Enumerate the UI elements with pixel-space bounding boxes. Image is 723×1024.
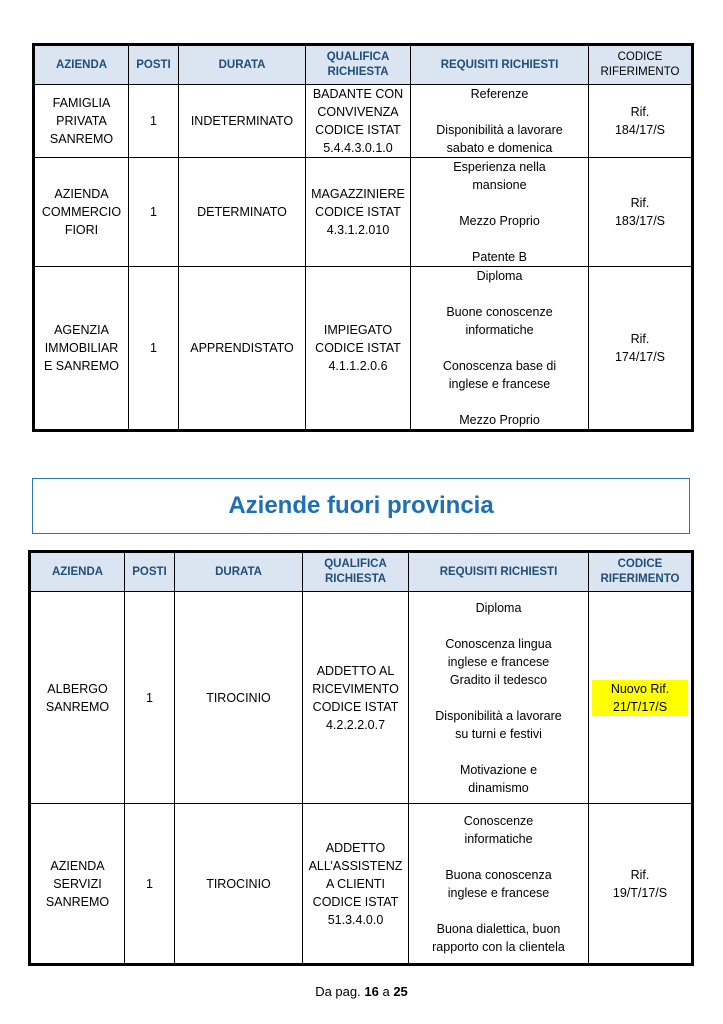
cell-line: Diploma	[476, 269, 523, 283]
cell-qualifica	[306, 85, 411, 158]
cell-line: SERVIZI	[53, 876, 102, 891]
cell-line: Conoscenza base di	[442, 359, 557, 373]
header-codice: CODICE RIFERIMENTO	[589, 552, 693, 592]
cell-codice	[589, 158, 693, 267]
footer-prefix: Da pag.	[315, 984, 361, 999]
cell-line: BADANTE CON	[312, 87, 404, 101]
highlighted-text: Nuovo Rif.	[592, 680, 688, 698]
cell-line: Conoscenze	[463, 813, 534, 828]
cell-line: ALL’ASSISTENZ	[308, 858, 403, 873]
cell-line: CODICE ISTAT	[315, 205, 401, 219]
cell-line: Mezzo Proprio	[459, 214, 540, 228]
cell-line: AZIENDA	[50, 858, 105, 873]
cell-qualifica	[306, 158, 411, 267]
cell-line	[414, 230, 585, 248]
footer-from-page: 16	[364, 984, 379, 999]
cell-line: Mezzo Proprio	[459, 413, 540, 427]
cell-azienda	[34, 85, 129, 158]
cell-line: Rif.	[630, 105, 650, 119]
header-qualifica: QUALIFICA RICHIESTA	[306, 45, 411, 85]
cell-line: Rif.	[630, 332, 650, 346]
cell-line: 1	[146, 876, 153, 891]
cell-line: 184/17/S	[614, 123, 666, 137]
cell-line: 1	[146, 690, 153, 705]
cell-line: CODICE ISTAT	[315, 123, 401, 137]
header-durata: DURATA	[179, 45, 306, 85]
cell-line: 51.3.4.0.0	[327, 912, 384, 927]
cell-line: AGENZIA	[54, 323, 109, 337]
cell-posti	[125, 592, 175, 804]
cell-line: Gradito il tedesco	[449, 672, 548, 687]
cell-azienda	[30, 804, 125, 965]
cell-line	[592, 680, 688, 698]
cell-line: 4.3.1.2.010	[326, 223, 390, 237]
cell-codice	[589, 267, 693, 431]
cell-line: inglese e francese	[448, 377, 551, 391]
header-requisiti: REQUISITI RICHIESTI	[409, 552, 589, 592]
header-requisiti: REQUISITI RICHIESTI	[411, 45, 589, 85]
cell-durata	[175, 592, 303, 804]
cell-line: FIORI	[64, 223, 99, 237]
table-row	[30, 804, 693, 965]
cell-line: IMPIEGATO	[323, 323, 393, 337]
cell-posti	[129, 85, 179, 158]
header-codice: CODICE RIFERIMENTO	[589, 45, 693, 85]
cell-azienda	[34, 158, 129, 267]
header-posti: POSTI	[125, 552, 175, 592]
cell-line: ADDETTO	[325, 840, 386, 855]
cell-line	[412, 617, 585, 635]
cell-line: CODICE ISTAT	[312, 699, 399, 714]
cell-line: RICEVIMENTO	[312, 681, 399, 696]
highlighted-text: 21/T/17/S	[592, 698, 688, 716]
cell-line: TIROCINIO	[206, 876, 271, 891]
cell-line: Patente B	[472, 250, 527, 264]
cell-codice	[589, 592, 693, 804]
cell-line: FAMIGLIA	[52, 96, 111, 110]
cell-requisiti	[411, 267, 589, 431]
cell-line: Referenze	[470, 87, 529, 101]
header-azienda: AZIENDA	[34, 45, 129, 85]
cell-line: informatiche	[465, 323, 534, 337]
cell-line: AZIENDA	[54, 187, 109, 201]
header-durata: DURATA	[175, 552, 303, 592]
job-table-local	[32, 43, 694, 432]
cell-line: mansione	[472, 178, 527, 192]
cell-line: CODICE ISTAT	[315, 341, 401, 355]
cell-durata	[175, 804, 303, 965]
table-header-row	[30, 552, 693, 592]
cell-line: ALBERGO	[47, 681, 108, 696]
cell-line	[414, 194, 585, 212]
cell-line: 1	[150, 114, 157, 128]
cell-line: informatiche	[464, 831, 533, 846]
cell-line: ADDETTO AL	[316, 663, 395, 678]
cell-line: COMMERCIO	[41, 205, 122, 219]
cell-posti	[129, 267, 179, 431]
cell-line	[414, 339, 585, 357]
cell-line: sabato e domenica	[446, 141, 553, 155]
section-title: Aziende fuori provincia	[228, 492, 494, 519]
header-azienda: AZIENDA	[30, 552, 125, 592]
cell-line: IMMOBILIAR	[44, 341, 119, 355]
cell-requisiti	[411, 85, 589, 158]
cell-line: 4.2.2.2.0.7	[325, 717, 386, 732]
cell-line: TIROCINIO	[206, 690, 271, 705]
cell-line: rapporto con la clientela	[432, 939, 565, 954]
cell-line: inglese e francese	[447, 885, 550, 900]
cell-durata	[179, 158, 306, 267]
cell-line: Disponibilità a lavorare	[436, 123, 563, 137]
cell-line: SANREMO	[45, 699, 110, 714]
cell-line: 174/17/S	[614, 350, 666, 364]
cell-qualifica	[303, 592, 409, 804]
cell-line: CODICE ISTAT	[312, 894, 399, 909]
cell-azienda	[34, 267, 129, 431]
table-row	[30, 592, 693, 804]
cell-line: Buone conoscenze	[446, 305, 553, 319]
cell-requisiti	[409, 804, 589, 965]
cell-qualifica	[303, 804, 409, 965]
cell-line: Buona conoscenza	[445, 867, 552, 882]
cell-line: SANREMO	[45, 894, 110, 909]
cell-line: APPRENDISTATO	[190, 341, 294, 355]
cell-line: Disponibilità a lavorare	[435, 708, 562, 723]
cell-line: DETERMINATO	[197, 205, 287, 219]
page-footer	[0, 984, 723, 999]
cell-line	[412, 902, 585, 920]
job-table-out-of-province	[28, 550, 694, 966]
cell-line: inglese e francese	[447, 654, 550, 669]
cell-requisiti	[409, 592, 589, 804]
cell-line: Rif.	[630, 196, 650, 210]
cell-azienda	[30, 592, 125, 804]
cell-line: CONVIVENZA	[317, 105, 399, 119]
cell-line: Esperienza nella	[453, 160, 546, 174]
cell-line	[414, 285, 585, 303]
cell-line: Buona dialettica, buon	[436, 921, 561, 936]
cell-line: MAGAZZINIERE	[311, 187, 405, 201]
table-header-row	[34, 45, 693, 85]
cell-line: A CLIENTI	[325, 876, 386, 891]
cell-line: PRIVATA	[56, 114, 107, 128]
cell-line: 5.4.4.3.0.1.0	[323, 141, 393, 155]
cell-codice	[589, 804, 693, 965]
cell-line: E SANREMO	[43, 359, 119, 373]
cell-line: dinamismo	[468, 780, 529, 795]
cell-durata	[179, 85, 306, 158]
cell-posti	[125, 804, 175, 965]
cell-codice	[589, 85, 693, 158]
cell-line: Rif.	[630, 867, 650, 882]
footer-to-page: 25	[393, 984, 408, 999]
cell-line	[414, 393, 585, 411]
cell-line: 183/17/S	[614, 214, 666, 228]
table-row	[34, 85, 693, 158]
table-row	[34, 267, 693, 431]
cell-posti	[129, 158, 179, 267]
cell-line: su turni e festivi	[455, 726, 542, 741]
cell-line: Conoscenza lingua	[445, 636, 552, 651]
cell-line: Motivazione e	[459, 762, 538, 777]
cell-line: Diploma	[475, 600, 522, 615]
cell-qualifica	[306, 267, 411, 431]
cell-line: 1	[150, 341, 157, 355]
section-banner	[32, 478, 690, 534]
cell-line	[412, 743, 585, 761]
cell-line: INDETERMINATO	[190, 114, 294, 128]
footer-mid: a	[382, 984, 390, 999]
cell-durata	[179, 267, 306, 431]
cell-line: SANREMO	[49, 132, 114, 146]
cell-line: 1	[150, 205, 157, 219]
header-qualifica: QUALIFICA RICHIESTA	[303, 552, 409, 592]
cell-line	[414, 103, 585, 121]
header-posti: POSTI	[129, 45, 179, 85]
cell-line	[592, 698, 688, 716]
cell-line	[412, 848, 585, 866]
cell-line	[412, 689, 585, 707]
cell-line: 4.1.1.2.0.6	[328, 359, 388, 373]
table-row	[34, 158, 693, 267]
cell-line: 19/T/17/S	[612, 885, 668, 900]
cell-requisiti	[411, 158, 589, 267]
